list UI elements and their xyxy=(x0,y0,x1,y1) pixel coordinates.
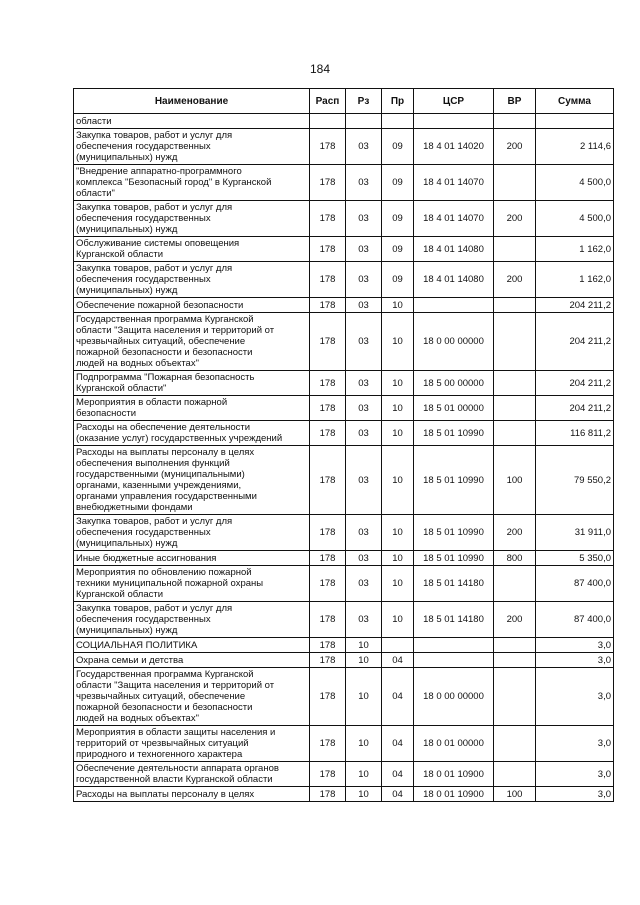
cell-vr xyxy=(494,762,536,787)
cell-rasp: 178 xyxy=(310,668,346,726)
cell-vr: 200 xyxy=(494,262,536,298)
cell-sum: 204 211,2 xyxy=(536,298,614,313)
cell-rz: 10 xyxy=(346,653,382,668)
cell-vr xyxy=(494,313,536,371)
cell-name xyxy=(74,566,310,602)
cell-name xyxy=(74,515,310,551)
cell-rz: 03 xyxy=(346,262,382,298)
table-header-row xyxy=(74,89,614,114)
cell-name-line: (муниципальных) нужд xyxy=(76,152,178,163)
cell-name-line: Мероприятия в области пожарной xyxy=(76,397,228,408)
cell-name-line: обеспечения государственных xyxy=(76,141,211,152)
cell-rasp: 178 xyxy=(310,298,346,313)
cell-name-line: обеспечения государственных xyxy=(76,213,211,224)
cell-name-line: государственными (муниципальными) xyxy=(76,469,245,480)
cell-name xyxy=(74,653,310,668)
cell-pr: 10 xyxy=(382,602,414,638)
cell-pr: 09 xyxy=(382,129,414,165)
table-row xyxy=(74,762,614,787)
cell-rz: 03 xyxy=(346,396,382,421)
cell-pr: 10 xyxy=(382,515,414,551)
cell-sum: 204 211,2 xyxy=(536,313,614,371)
cell-pr: 04 xyxy=(382,653,414,668)
cell-name-line: Курганской области" xyxy=(76,383,167,394)
cell-pr xyxy=(382,114,414,129)
cell-name-line: чрезвычайных ситуаций, обеспечение xyxy=(76,336,246,347)
budget-table xyxy=(73,88,614,802)
cell-rasp: 178 xyxy=(310,262,346,298)
cell-csr: 18 5 01 14180 xyxy=(414,566,494,602)
cell-vr xyxy=(494,165,536,201)
cell-csr xyxy=(414,653,494,668)
cell-rz: 03 xyxy=(346,313,382,371)
cell-vr: 200 xyxy=(494,602,536,638)
cell-vr xyxy=(494,396,536,421)
cell-rasp: 178 xyxy=(310,787,346,802)
cell-sum: 3,0 xyxy=(536,653,614,668)
cell-csr: 18 4 01 14080 xyxy=(414,237,494,262)
cell-name-line: Иные бюджетные ассигнования xyxy=(76,552,217,564)
cell-rz: 03 xyxy=(346,298,382,313)
cell-rasp: 178 xyxy=(310,237,346,262)
cell-name-line: Обеспечение деятельности аппарата органов xyxy=(76,763,279,774)
cell-name-line: (оказание услуг) государственных учреждений xyxy=(76,433,283,444)
cell-csr: 18 0 01 10900 xyxy=(414,787,494,802)
cell-name-line: Закупка товаров, работ и услуг для xyxy=(76,603,233,614)
cell-csr: 18 0 01 10900 xyxy=(414,762,494,787)
table-row xyxy=(74,668,614,726)
cell-name-line: чрезвычайных ситуаций, обеспечение xyxy=(76,691,246,702)
cell-pr: 09 xyxy=(382,165,414,201)
cell-name xyxy=(74,371,310,396)
cell-rz: 03 xyxy=(346,201,382,237)
cell-sum: 79 550,2 xyxy=(536,446,614,515)
cell-name-line: Подпрограмма "Пожарная безопасность xyxy=(76,372,255,383)
cell-pr: 10 xyxy=(382,298,414,313)
cell-sum: 1 162,0 xyxy=(536,262,614,298)
cell-rasp: 178 xyxy=(310,762,346,787)
cell-name xyxy=(74,787,310,802)
table-row xyxy=(74,602,614,638)
cell-name-line: обеспечения государственных xyxy=(76,614,211,625)
cell-name-line: Мероприятия по обновлению пожарной xyxy=(76,567,252,578)
cell-sum: 1 162,0 xyxy=(536,237,614,262)
cell-sum: 5 350,0 xyxy=(536,551,614,566)
cell-name-line: органами, казенными учреждениями, xyxy=(76,480,242,491)
cell-name-line: Расходы на выплаты персоналу в целях xyxy=(76,447,255,458)
table-row xyxy=(74,262,614,298)
cell-vr: 200 xyxy=(494,129,536,165)
cell-vr: 200 xyxy=(494,201,536,237)
cell-pr: 09 xyxy=(382,201,414,237)
cell-pr: 04 xyxy=(382,726,414,762)
cell-rasp: 178 xyxy=(310,201,346,237)
cell-name xyxy=(74,421,310,446)
cell-csr xyxy=(414,638,494,653)
cell-csr: 18 5 01 00000 xyxy=(414,396,494,421)
table-row xyxy=(74,371,614,396)
cell-name xyxy=(74,237,310,262)
cell-name-line: Курганской области xyxy=(76,249,164,260)
cell-csr: 18 0 01 00000 xyxy=(414,726,494,762)
cell-pr: 04 xyxy=(382,668,414,726)
cell-csr: 18 4 01 14070 xyxy=(414,165,494,201)
cell-rz xyxy=(346,114,382,129)
cell-rz: 03 xyxy=(346,371,382,396)
cell-name-line: техники муниципальной пожарной охраны xyxy=(76,578,264,589)
cell-name-line: Государственная программа Курганской xyxy=(76,314,254,325)
table-row xyxy=(74,787,614,802)
cell-rz: 10 xyxy=(346,787,382,802)
cell-name xyxy=(74,396,310,421)
cell-csr: 18 0 00 00000 xyxy=(414,313,494,371)
cell-sum: 4 500,0 xyxy=(536,201,614,237)
cell-name-line: Охрана семьи и детства xyxy=(76,654,184,666)
cell-name-line: обеспечения государственных xyxy=(76,274,211,285)
cell-name-line: (муниципальных) нужд xyxy=(76,285,178,296)
cell-pr xyxy=(382,638,414,653)
cell-rasp: 178 xyxy=(310,551,346,566)
cell-rz: 03 xyxy=(346,129,382,165)
cell-vr: 200 xyxy=(494,515,536,551)
header-vr: ВР xyxy=(494,89,536,114)
cell-name-line: государственной власти Курганской области xyxy=(76,774,273,785)
cell-rasp: 178 xyxy=(310,421,346,446)
cell-name-line: органами управления государственными xyxy=(76,491,257,502)
cell-name-line: людей на водных объектах" xyxy=(76,713,199,724)
cell-rasp: 178 xyxy=(310,396,346,421)
cell-name-line: Закупка товаров, работ и услуг для xyxy=(76,202,233,213)
cell-pr: 04 xyxy=(382,762,414,787)
cell-name xyxy=(74,165,310,201)
cell-rz: 03 xyxy=(346,551,382,566)
table-row xyxy=(74,237,614,262)
cell-rasp: 178 xyxy=(310,515,346,551)
cell-csr xyxy=(414,114,494,129)
table-row xyxy=(74,313,614,371)
cell-name-line: СОЦИАЛЬНАЯ ПОЛИТИКА xyxy=(76,639,198,651)
cell-vr xyxy=(494,726,536,762)
cell-rasp xyxy=(310,114,346,129)
cell-rasp: 178 xyxy=(310,726,346,762)
page-number: 184 xyxy=(309,62,331,76)
cell-name-line: Обеспечение пожарной безопасности xyxy=(76,299,244,311)
header-sum: Сумма xyxy=(536,89,614,114)
cell-name-line: Обслуживание системы оповещения xyxy=(76,238,240,249)
cell-name-line: пожарной безопасности и безопасности xyxy=(76,347,253,358)
cell-name-line: (муниципальных) нужд xyxy=(76,538,178,549)
cell-rz: 10 xyxy=(346,638,382,653)
cell-sum: 87 400,0 xyxy=(536,566,614,602)
cell-name xyxy=(74,602,310,638)
cell-csr: 18 5 00 00000 xyxy=(414,371,494,396)
cell-pr: 09 xyxy=(382,237,414,262)
cell-csr: 18 4 01 14070 xyxy=(414,201,494,237)
cell-sum xyxy=(536,114,614,129)
cell-name-line: обеспечения выполнения функций xyxy=(76,458,230,469)
cell-sum: 116 811,2 xyxy=(536,421,614,446)
cell-name xyxy=(74,298,310,313)
cell-sum: 2 114,6 xyxy=(536,129,614,165)
cell-name-line: комплекса "Безопасный город" в Курганской xyxy=(76,177,272,188)
cell-vr xyxy=(494,653,536,668)
cell-vr xyxy=(494,114,536,129)
header-rasp: Расп xyxy=(310,89,346,114)
header-csr: ЦСР xyxy=(414,89,494,114)
header-pr: Пр xyxy=(382,89,414,114)
cell-csr: 18 0 00 00000 xyxy=(414,668,494,726)
cell-name xyxy=(74,726,310,762)
table-row xyxy=(74,421,614,446)
cell-vr: 100 xyxy=(494,446,536,515)
cell-sum: 3,0 xyxy=(536,638,614,653)
cell-name-line: территорий от чрезвычайных ситуаций xyxy=(76,738,249,749)
cell-vr: 100 xyxy=(494,787,536,802)
cell-vr xyxy=(494,668,536,726)
cell-name xyxy=(74,638,310,653)
cell-sum: 204 211,2 xyxy=(536,371,614,396)
cell-name-line: области xyxy=(76,115,112,127)
cell-pr: 10 xyxy=(382,446,414,515)
cell-rz: 03 xyxy=(346,237,382,262)
cell-rasp: 178 xyxy=(310,602,346,638)
cell-name-line: обеспечения государственных xyxy=(76,527,211,538)
cell-pr: 10 xyxy=(382,396,414,421)
cell-sum: 4 500,0 xyxy=(536,165,614,201)
cell-name-line: Курганской области xyxy=(76,589,164,600)
cell-rasp: 178 xyxy=(310,129,346,165)
cell-pr: 04 xyxy=(382,787,414,802)
table-row xyxy=(74,638,614,653)
cell-name-line: Расходы на обеспечение деятельности xyxy=(76,422,251,433)
cell-name-line: пожарной безопасности и безопасности xyxy=(76,702,253,713)
cell-csr: 18 4 01 14020 xyxy=(414,129,494,165)
cell-name-line: Расходы на выплаты персоналу в целях xyxy=(76,788,255,800)
cell-name-line: "Внедрение аппаратно-программного xyxy=(76,166,242,177)
cell-name-line: Государственная программа Курганской xyxy=(76,669,254,680)
cell-pr: 10 xyxy=(382,566,414,602)
cell-sum: 87 400,0 xyxy=(536,602,614,638)
table-row xyxy=(74,129,614,165)
cell-name-line: области" xyxy=(76,188,115,199)
cell-name xyxy=(74,313,310,371)
cell-rz: 03 xyxy=(346,446,382,515)
table-row xyxy=(74,396,614,421)
cell-vr xyxy=(494,566,536,602)
cell-name xyxy=(74,129,310,165)
table-row xyxy=(74,515,614,551)
cell-pr: 10 xyxy=(382,551,414,566)
cell-vr: 800 xyxy=(494,551,536,566)
cell-rz: 10 xyxy=(346,668,382,726)
table-row xyxy=(74,165,614,201)
header-rz: Рз xyxy=(346,89,382,114)
cell-name-line: внебюджетными фондами xyxy=(76,502,193,513)
cell-name xyxy=(74,114,310,129)
table-row xyxy=(74,566,614,602)
table-row xyxy=(74,298,614,313)
cell-rz: 03 xyxy=(346,421,382,446)
cell-vr xyxy=(494,421,536,446)
cell-csr xyxy=(414,298,494,313)
cell-rz: 03 xyxy=(346,602,382,638)
cell-rasp: 178 xyxy=(310,638,346,653)
cell-vr xyxy=(494,298,536,313)
cell-name-line: (муниципальных) нужд xyxy=(76,625,178,636)
cell-name xyxy=(74,668,310,726)
table-row xyxy=(74,446,614,515)
cell-csr: 18 5 01 10990 xyxy=(414,446,494,515)
cell-name-line: области "Защита населения и территорий от xyxy=(76,680,275,691)
cell-vr xyxy=(494,237,536,262)
cell-rasp: 178 xyxy=(310,653,346,668)
cell-name-line: (муниципальных) нужд xyxy=(76,224,178,235)
cell-rz: 10 xyxy=(346,726,382,762)
cell-rz: 10 xyxy=(346,762,382,787)
cell-sum: 3,0 xyxy=(536,787,614,802)
cell-rasp: 178 xyxy=(310,446,346,515)
cell-rasp: 178 xyxy=(310,566,346,602)
cell-name-line: людей на водных объектах" xyxy=(76,358,199,369)
cell-sum: 31 911,0 xyxy=(536,515,614,551)
cell-rz: 03 xyxy=(346,566,382,602)
cell-rz: 03 xyxy=(346,515,382,551)
cell-name-line: области "Защита населения и территорий от xyxy=(76,325,275,336)
cell-pr: 10 xyxy=(382,313,414,371)
cell-name xyxy=(74,551,310,566)
cell-pr: 10 xyxy=(382,421,414,446)
cell-rz: 03 xyxy=(346,165,382,201)
cell-csr: 18 5 01 10990 xyxy=(414,421,494,446)
cell-sum: 204 211,2 xyxy=(536,396,614,421)
cell-sum: 3,0 xyxy=(536,668,614,726)
cell-vr xyxy=(494,638,536,653)
cell-name xyxy=(74,262,310,298)
cell-name-line: безопасности xyxy=(76,408,137,419)
cell-sum: 3,0 xyxy=(536,762,614,787)
cell-pr: 10 xyxy=(382,371,414,396)
cell-name xyxy=(74,446,310,515)
cell-sum: 3,0 xyxy=(536,726,614,762)
header-name: Наименование xyxy=(74,89,310,114)
cell-name-line: Мероприятия в области защиты населения и xyxy=(76,727,276,738)
table-body xyxy=(74,114,614,802)
cell-rasp: 178 xyxy=(310,165,346,201)
cell-csr: 18 4 01 14080 xyxy=(414,262,494,298)
cell-name xyxy=(74,201,310,237)
cell-name-line: Закупка товаров, работ и услуг для xyxy=(76,516,233,527)
cell-name-line: Закупка товаров, работ и услуг для xyxy=(76,130,233,141)
cell-name xyxy=(74,762,310,787)
table-row xyxy=(74,201,614,237)
table-row xyxy=(74,551,614,566)
cell-name-line: Закупка товаров, работ и услуг для xyxy=(76,263,233,274)
table-row xyxy=(74,653,614,668)
cell-rasp: 178 xyxy=(310,313,346,371)
cell-rasp: 178 xyxy=(310,371,346,396)
cell-csr: 18 5 01 10990 xyxy=(414,515,494,551)
table-row xyxy=(74,114,614,129)
cell-vr xyxy=(494,371,536,396)
cell-name-line: природного и техногенного характера xyxy=(76,749,243,760)
table-row xyxy=(74,726,614,762)
cell-pr: 09 xyxy=(382,262,414,298)
cell-csr: 18 5 01 10990 xyxy=(414,551,494,566)
cell-csr: 18 5 01 14180 xyxy=(414,602,494,638)
